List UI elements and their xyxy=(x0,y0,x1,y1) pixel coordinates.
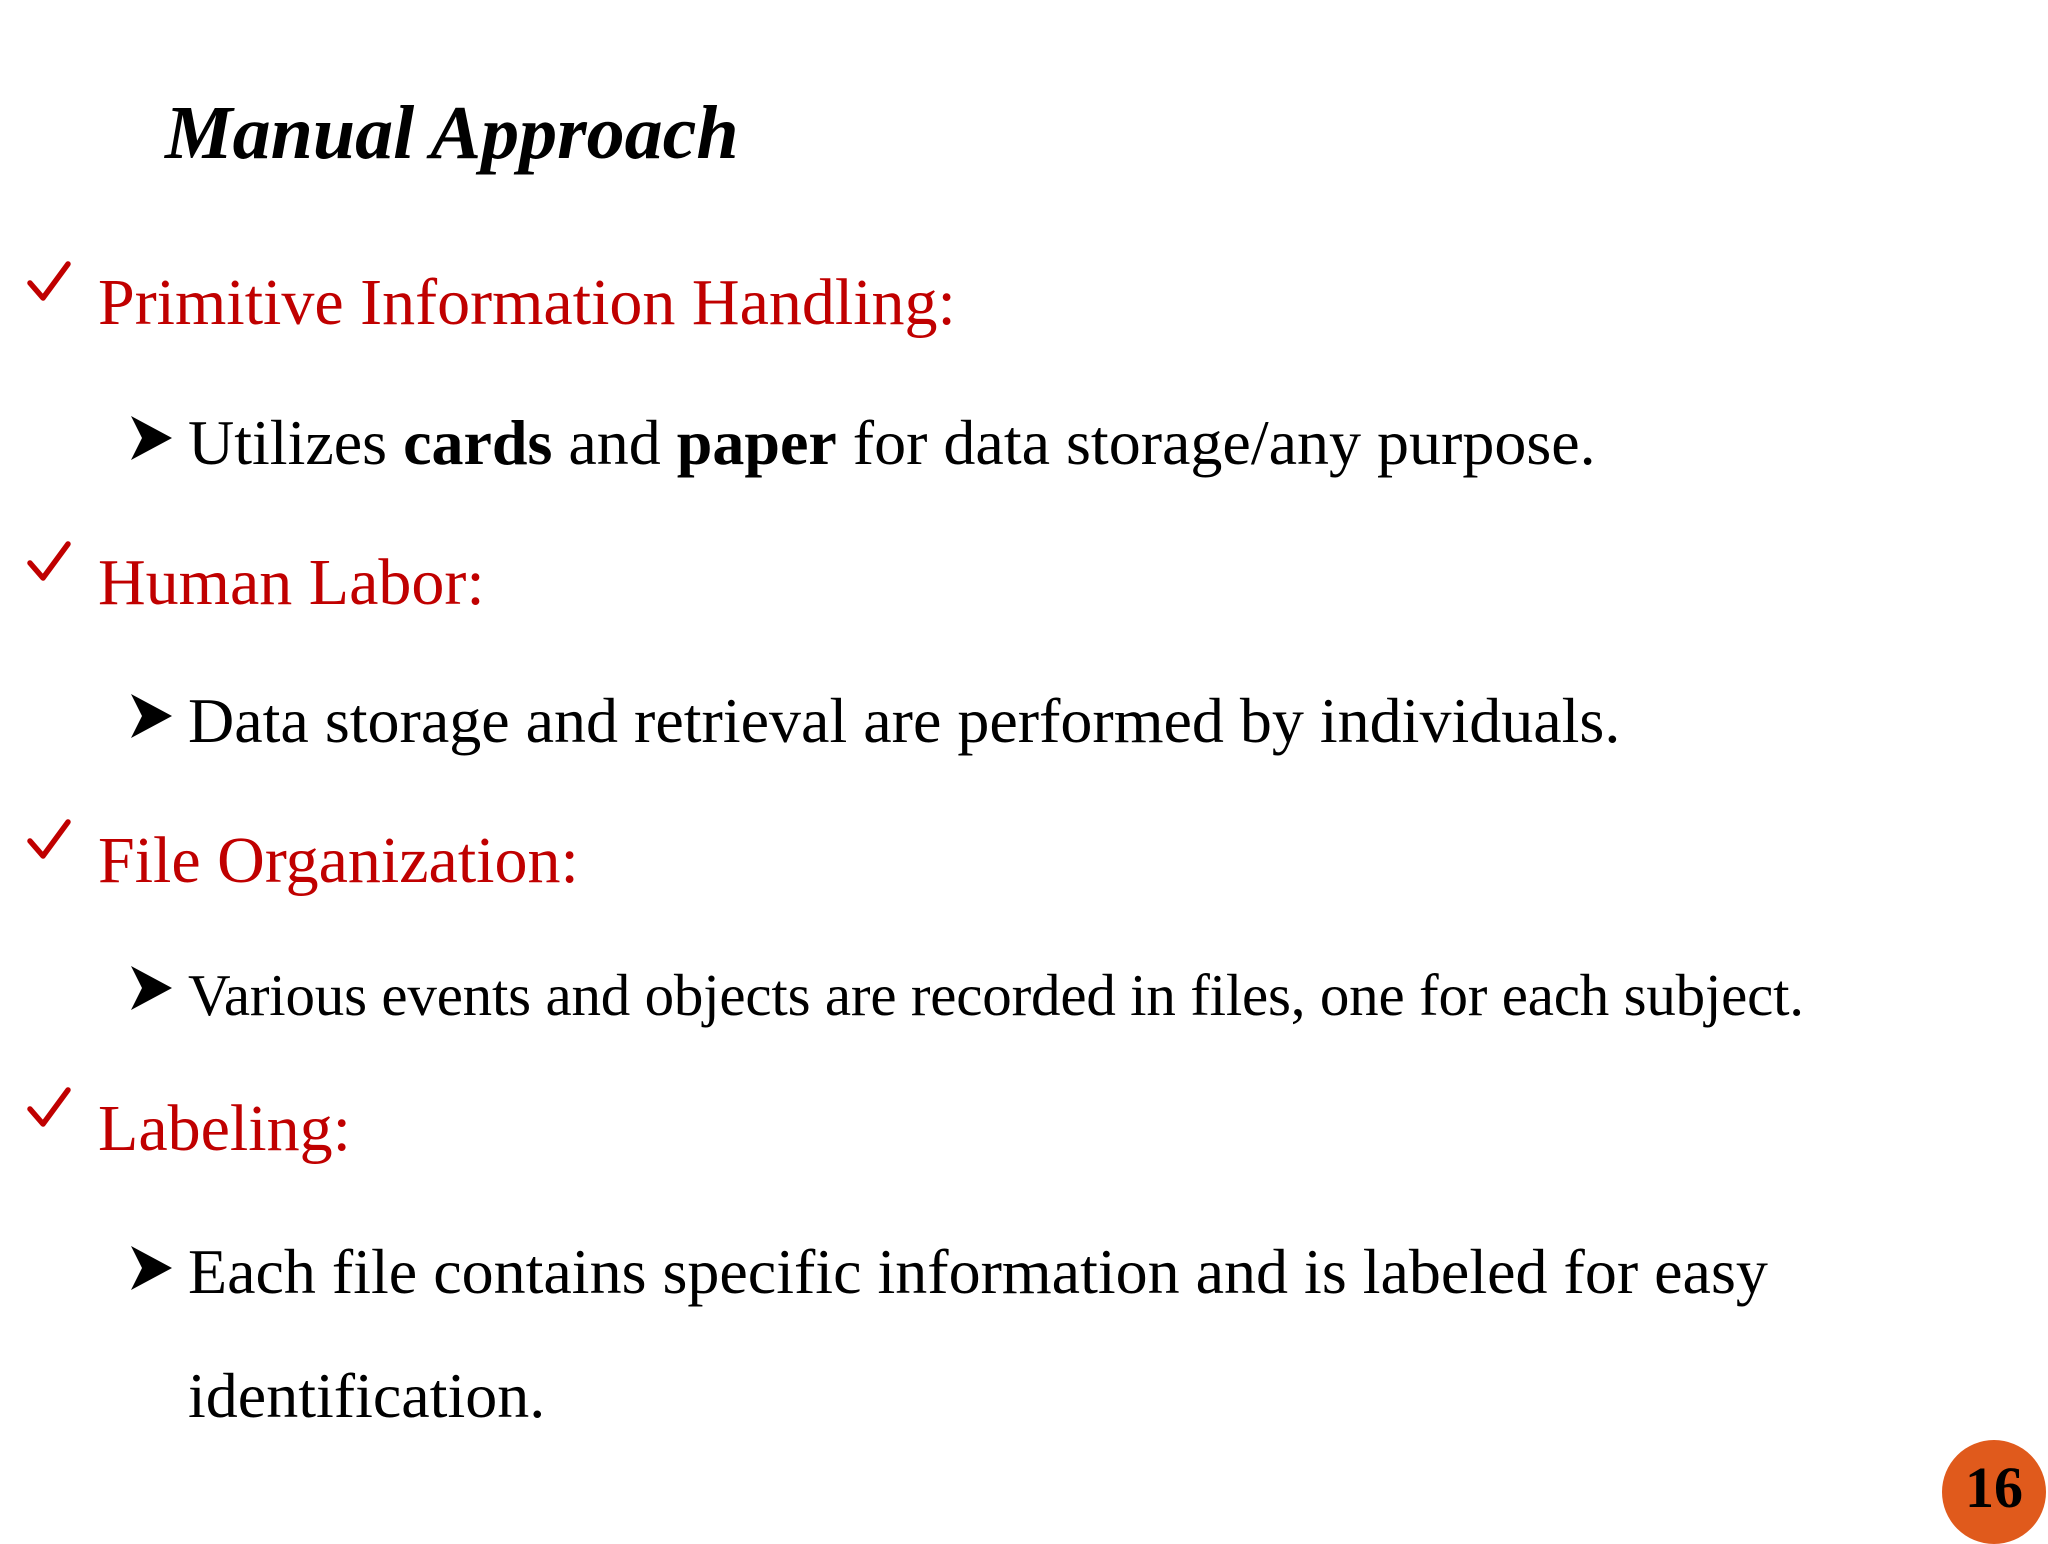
checkmark-icon xyxy=(24,258,74,308)
bullet-point-text: Various events and objects are recorded in files, one for each subject. xyxy=(188,962,1804,1028)
bold-term-paper: paper xyxy=(676,407,837,478)
bold-term-cards: cards xyxy=(403,407,553,478)
page-number: 16 xyxy=(1965,1455,2023,1520)
section-heading-label: Labeling: xyxy=(98,1092,351,1165)
arrowhead-bullet-icon xyxy=(128,1244,174,1292)
section-heading-label: Primitive Information Handling: xyxy=(98,266,956,339)
arrowhead-bullet-icon xyxy=(128,964,174,1012)
checkmark-icon xyxy=(24,538,74,588)
checkmark-icon xyxy=(24,816,74,866)
slide-title: Manual Approach xyxy=(165,91,739,175)
bullet-point-text: Data storage and retrieval are performed by individuals. xyxy=(188,685,1621,756)
arrowhead-bullet-icon xyxy=(128,414,174,462)
arrowhead-bullet-icon xyxy=(128,692,174,740)
bullet-point-text: Each file contains specific information and is labeled for easy identification. xyxy=(188,1236,1768,1431)
bullet-point-text: Utilizes cards and paper for data storage/any purpose. xyxy=(188,407,1596,478)
section-heading-label: Human Labor: xyxy=(98,546,485,619)
section-heading-label: File Organization: xyxy=(98,824,579,897)
checkmark-icon xyxy=(24,1084,74,1134)
